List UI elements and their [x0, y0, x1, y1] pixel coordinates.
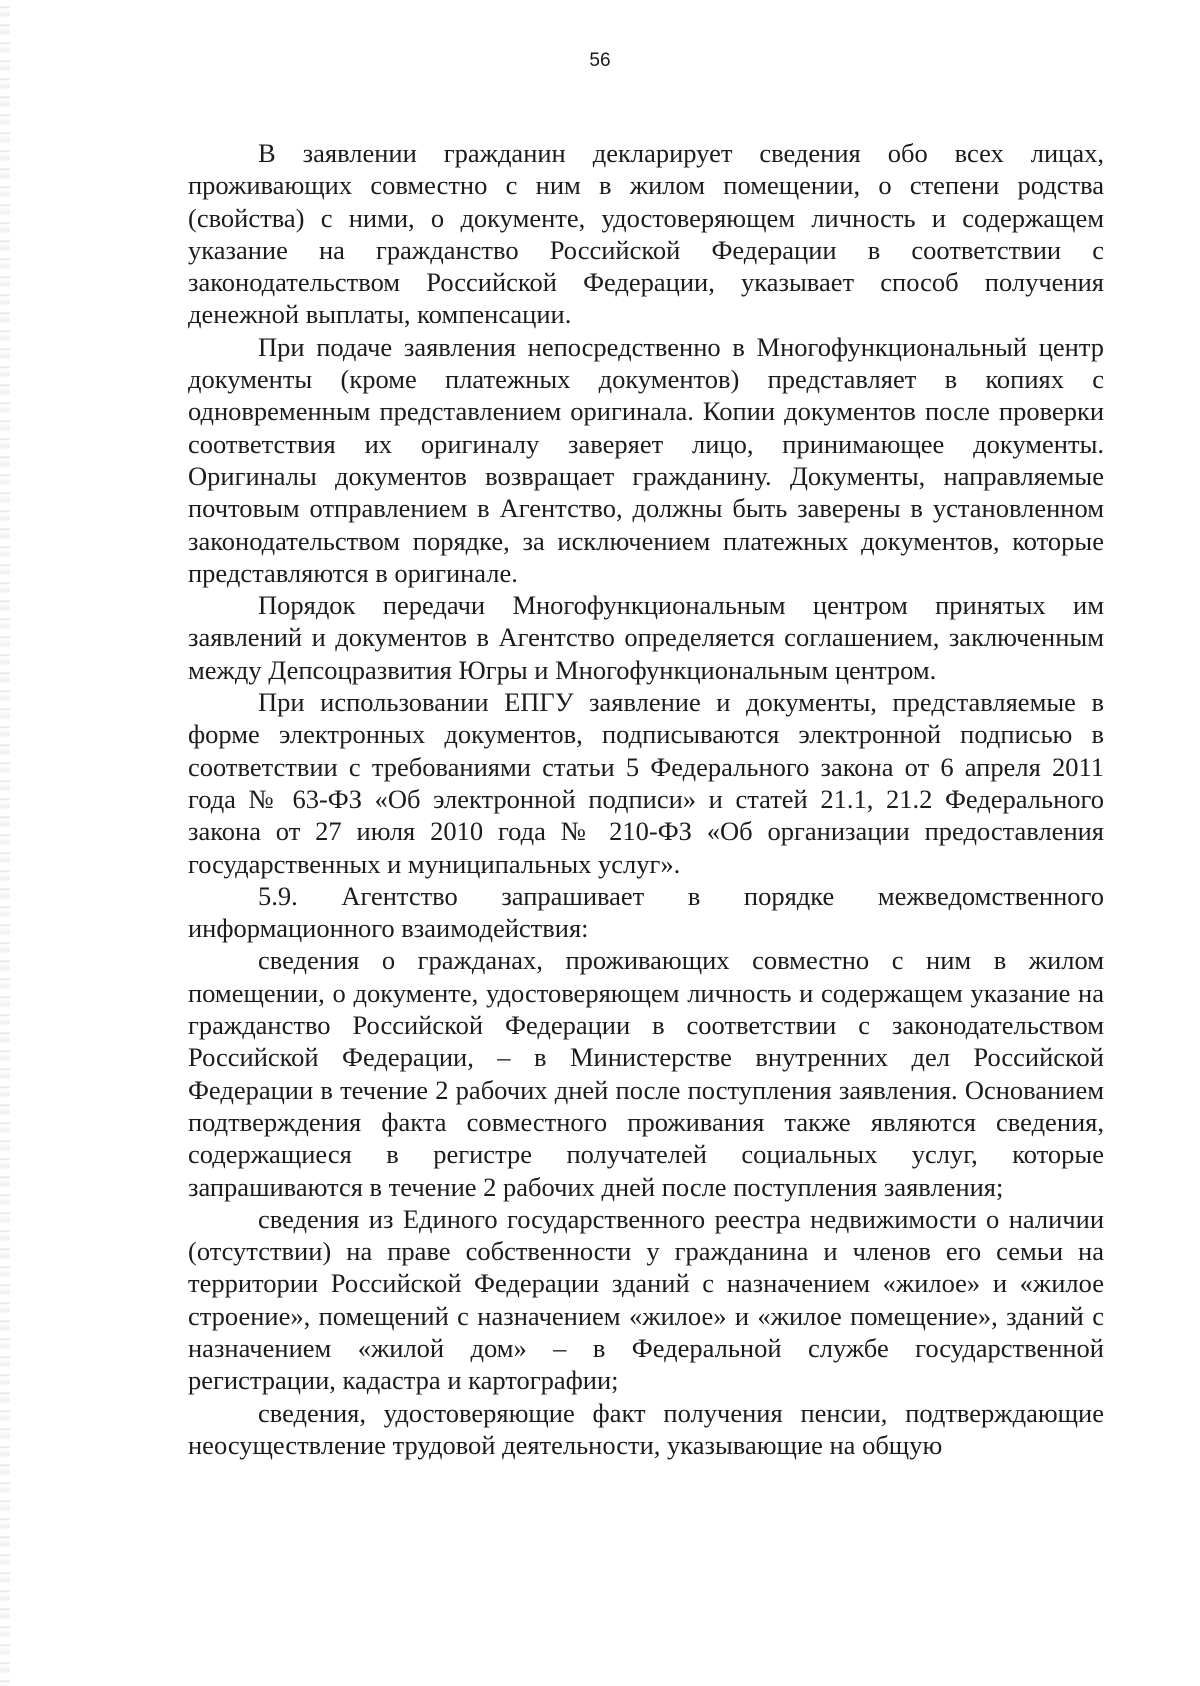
paragraph-submission: При подаче заявления непосредственно в Многофункциональный центр документы (кроме платежных документов) представляет в копиях с одновременным представлением оригинала. Копии документов после проверки соответствия их оригиналу заверяет лицо, принимающее документы. Оригиналы документов возвращает гражданину. Документы, направляемые почтовым отправлением в Агентство, должны быть заверены в установленном законодательством порядке, за исключением платежных документов, которые представляются в оригинале. — [188, 331, 1104, 588]
page-number: 56 — [589, 50, 611, 71]
paragraph-declaration: В заявлении гражданин декларирует сведения обо всех лицах, проживающих совместно с ним в жилом помещении, о степени родства (свойства) с ними, о документе, удостоверяющем личность и содержащем указание на гражданство Российской Федерации в соответствии с законодательством Российской Федерации, указывает способ получения денежной выплаты, компенсации. — [188, 138, 1104, 330]
scan-edge-artifact — [0, 0, 10, 1686]
paragraph-transfer-procedure: Порядок передачи Многофункциональным центром принятых им заявлений и документов в Агентство определяется соглашением, заключенным между Депсоцразвития Югры и Многофункциональным центром. — [188, 590, 1104, 685]
paragraph-pension-info: сведения, удостоверяющие факт получения пенсии, подтверждающие неосуществление трудовой деятельности, указывающие на общую — [188, 1397, 1104, 1460]
paragraph-real-estate-info: сведения из Единого государственного реестра недвижимости о наличии (отсутствии) на праве собственности у гражданина и членов его семьи на территории Российской Федерации зданий с назначением «жилое» и «жилое строение», помещений с назначением «жилое» и «жилое помещение», зданий с назначением «жилой дом» – в Федеральной службе государственной регистрации, кадастра и картографии; — [188, 1203, 1104, 1396]
paragraph-cohabitants-info: сведения о гражданах, проживающих совместно с ним в жилом помещении, о документе, удостоверяющем личность и содержащем указание на гражданство Российской Федерации в соответствии с законодательством Российской Федерации, – в Министерстве внутренних дел Российской Федерации в течение 2 рабочих дней после поступления заявления. Основанием подтверждения факта совместного проживания также являются сведения, содержащиеся в регистре получателей социальных услуг, которые запрашиваются в течение 2 рабочих дней после поступления заявления; — [188, 945, 1104, 1202]
paragraph-epgu: При использовании ЕПГУ заявление и документы, представляемые в форме электронных документов, подписываются электронной подписью в соответствии с требованиями статьи 5 Федерального закона от 6 апреля 2011 года № 63-ФЗ «Об электронной подписи» и статей 21.1, 21.2 Федерального закона от 27 июля 2010 года № 210-ФЗ «Об организации предоставления государственных и муниципальных услуг». — [188, 687, 1104, 879]
paragraph-section-5-9: 5.9. Агентство запрашивает в порядке межведомственного информационного взаимодействия: — [188, 880, 1104, 944]
document-body — [188, 137, 1104, 1461]
